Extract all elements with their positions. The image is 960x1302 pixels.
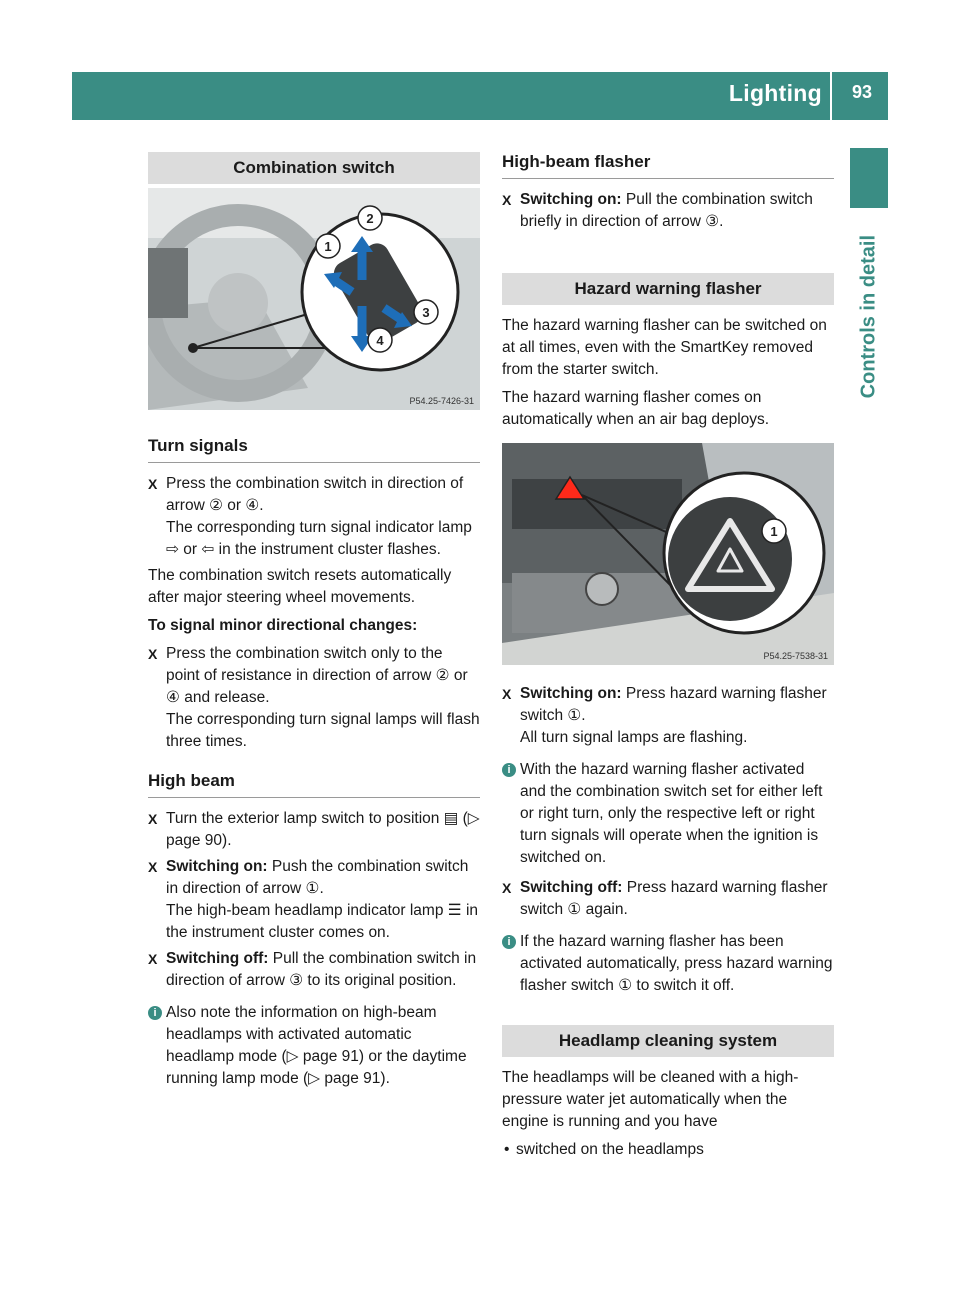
hazard-switch-illustration bbox=[502, 443, 834, 665]
heading-high-beam-flasher: High-beam flasher bbox=[502, 152, 834, 179]
step-text: Push the combination switch in direction of arrow ①. bbox=[166, 858, 469, 897]
list-item bbox=[502, 1139, 834, 1161]
side-label: Controls in detail bbox=[857, 235, 880, 399]
step-label: Switching off: bbox=[520, 879, 623, 896]
callout-4: 4 bbox=[376, 333, 384, 348]
step-text: Press the combination switch only to the point of resistance in direction of arrow ② or ④ and release. bbox=[166, 645, 468, 706]
step-marker-icon: X bbox=[148, 951, 158, 967]
step-text: Press hazard warning flasher switch ①. bbox=[520, 685, 827, 724]
info-note-high-beam bbox=[148, 1002, 480, 1090]
paragraph-reset: The combination switch resets automatically after major steering wheel movements. bbox=[148, 567, 452, 606]
right-column bbox=[502, 152, 834, 1161]
callout-1: 1 bbox=[324, 239, 332, 254]
combination-switch-illustration bbox=[148, 188, 480, 410]
bullet-marker: • bbox=[504, 1141, 510, 1158]
side-label-container bbox=[854, 235, 884, 495]
step-result: All turn signal lamps are flashing. bbox=[520, 729, 748, 746]
step-result: The high-beam headlamp indicator lamp ☰ in the instrument cluster comes on. bbox=[166, 902, 479, 941]
step-text: Turn the exterior lamp switch to position ▤ (▷ page 90). bbox=[166, 810, 480, 849]
step-text: Press hazard warning flasher switch ① again. bbox=[520, 879, 828, 918]
step-marker-icon: X bbox=[148, 646, 158, 662]
step-result: The corresponding turn signal lamps will flash three times. bbox=[166, 711, 480, 750]
list-item-text: switched on the headlamps bbox=[516, 1141, 704, 1158]
info-note-hazard-1 bbox=[502, 759, 834, 869]
callout-1: 1 bbox=[770, 524, 778, 539]
step-text: Press the combination switch in direction of arrow ② or ④. bbox=[166, 475, 464, 514]
figure-id: P54.25-7538-31 bbox=[763, 651, 828, 661]
info-note-hazard-2 bbox=[502, 931, 834, 997]
step-marker-icon: X bbox=[148, 859, 158, 875]
paragraph-hazard-2: The hazard warning flasher comes on automatically when an air bag deploys. bbox=[502, 389, 770, 428]
info-icon: i bbox=[148, 1006, 162, 1020]
info-text: If the hazard warning flasher has been activated automatically, press hazard warning flasher switch ① to switch it off. bbox=[520, 933, 833, 994]
chapter-title: Lighting bbox=[728, 80, 822, 106]
step-turn-signals bbox=[148, 473, 480, 561]
hazard-switch-figure bbox=[502, 443, 834, 665]
combination-switch-figure bbox=[148, 188, 480, 410]
callout-3: 3 bbox=[422, 305, 430, 320]
step-marker-icon: X bbox=[502, 880, 512, 896]
step-label: Switching on: bbox=[166, 858, 268, 875]
heading-high-beam: High beam bbox=[148, 771, 480, 798]
step-high-beam-position bbox=[148, 808, 480, 852]
left-column bbox=[148, 152, 480, 1096]
step-text: Pull the combination switch briefly in direction of arrow ③. bbox=[520, 191, 813, 230]
paragraph-hazard-1: The hazard warning flasher can be switched on at all times, even with the SmartKey removed from the starter switch. bbox=[502, 317, 827, 378]
section-hazard-warning: Hazard warning flasher bbox=[502, 273, 834, 305]
step-text: Pull the combination switch in direction of arrow ③ to its original position. bbox=[166, 950, 477, 989]
page-number: 93 bbox=[851, 82, 872, 102]
step-label: Switching on: bbox=[520, 685, 622, 702]
step-flasher-on bbox=[502, 189, 834, 233]
info-text: With the hazard warning flasher activated and the combination switch set for either left or right turn, only the respective left or right turn signals will operate when the ignition is switched on. bbox=[520, 761, 823, 866]
header-separator bbox=[830, 72, 832, 120]
info-icon: i bbox=[502, 763, 516, 777]
callout-2: 2 bbox=[366, 211, 374, 226]
step-result: The corresponding turn signal indicator lamp ⇨ or ⇦ in the instrument cluster flashes. bbox=[166, 519, 472, 558]
step-marker-icon: X bbox=[502, 686, 512, 702]
info-text: Also note the information on high-beam headlamps with activated automatic headlamp mode (▷ page 91) or the daytime running lamp mode (▷ page 91). bbox=[166, 1004, 467, 1087]
section-combination-switch: Combination switch bbox=[148, 152, 480, 184]
step-label: Switching on: bbox=[520, 191, 622, 208]
paragraph-cleaning: The headlamps will be cleaned with a high-pressure water jet automatically when the engine is running and you have bbox=[502, 1069, 799, 1130]
step-hazard-on bbox=[502, 683, 834, 749]
subheading-minor-changes: To signal minor directional changes: bbox=[148, 617, 418, 634]
figure-id: P54.25-7426-31 bbox=[409, 396, 474, 406]
step-high-beam-off bbox=[148, 948, 480, 992]
step-label: Switching off: bbox=[166, 950, 269, 967]
side-tab-block bbox=[850, 148, 888, 208]
step-hazard-off bbox=[502, 877, 834, 921]
step-high-beam-on bbox=[148, 856, 480, 944]
heading-turn-signals: Turn signals bbox=[148, 436, 480, 463]
step-minor-changes bbox=[148, 643, 480, 753]
section-headlamp-cleaning: Headlamp cleaning system bbox=[502, 1025, 834, 1057]
step-marker-icon: X bbox=[148, 476, 158, 492]
step-marker-icon: X bbox=[148, 811, 158, 827]
page-header-bar bbox=[72, 72, 888, 120]
step-marker-icon: X bbox=[502, 192, 512, 208]
info-icon: i bbox=[502, 935, 516, 949]
